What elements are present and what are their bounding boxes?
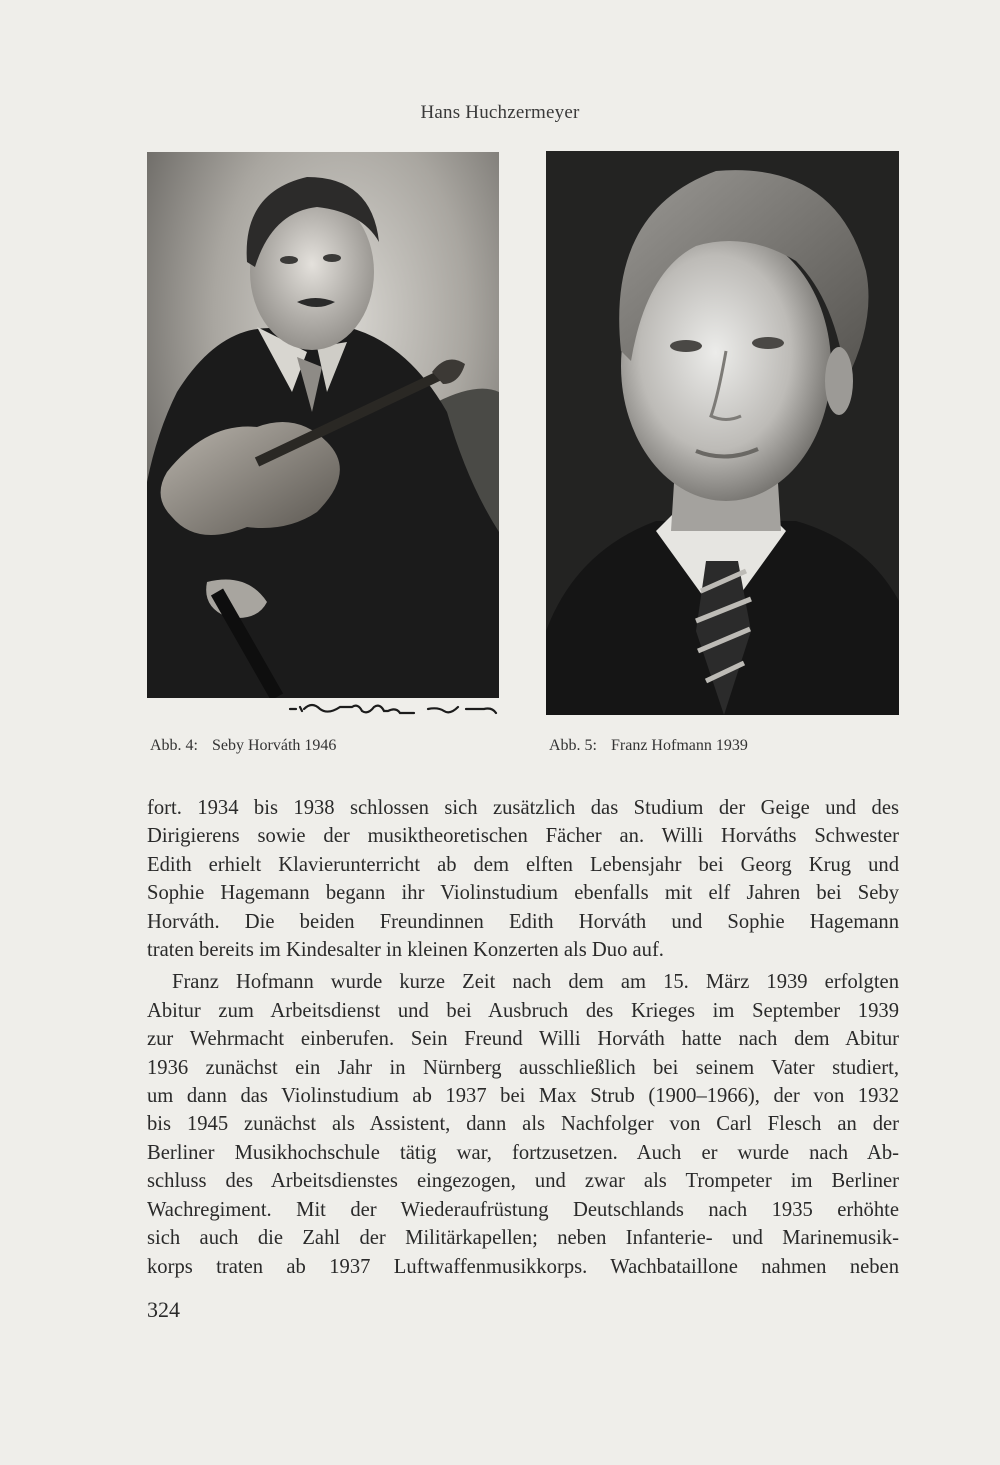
figure-photo-violinist (147, 152, 499, 698)
text-line: Franz Hofmann wurde kurze Zeit nach dem am 15. März 1939 erfolgten (172, 971, 899, 994)
text-line: zur Wehrmacht einberufen. Sein Freund Willi Horváth hatte nach dem Abitur (147, 1028, 899, 1051)
figure-caption-5 (549, 737, 748, 755)
figure-caption-text: Seby Horváth 1946 (212, 737, 337, 754)
text-line: Berliner Musikhochschule tätig war, fortzusetzen. Auch er wurde nach Ab- (147, 1141, 899, 1164)
text-line: Wachregiment. Mit der Wiederaufrüstung Deutschlands nach 1935 erhöhte (147, 1198, 899, 1221)
text-line: Abitur zum Arbeitsdienst und bei Ausbruch des Krieges im September 1939 (147, 999, 899, 1022)
page-number: 324 (147, 1297, 180, 1322)
figure-caption-text: Franz Hofmann 1939 (611, 737, 748, 754)
running-head: Hans Huchzermeyer (420, 102, 580, 123)
text-line: Horváth. Die beiden Freundinnen Edith Horváth und Sophie Hagemann (147, 910, 899, 933)
figure-photo-portrait (546, 151, 899, 715)
text-line: schluss des Arbeitsdienstes eingezogen, und zwar als Trompeter im Berliner (147, 1170, 899, 1193)
text-line: Dirigierens sowie der musiktheoretischen Fächer an. Willi Horváths Schwester (147, 825, 899, 848)
signature-graphic (288, 697, 500, 721)
text-line: bis 1945 zunächst als Assistent, dann als Nachfolger von Carl Flesch an der (147, 1113, 899, 1136)
text-line: traten bereits im Kindesalter in kleinen Konzerten als Duo auf. (147, 939, 664, 962)
body-text (147, 794, 899, 1281)
figure-number: Abb. 4: (150, 737, 198, 754)
text-line: fort. 1934 bis 1938 schlossen sich zusätzlich das Studium der Geige und des (147, 797, 899, 819)
figure-number: Abb. 5: (549, 737, 597, 754)
text-line: Edith erhielt Klavierunterricht ab dem elften Lebensjahr bei Georg Krug und (147, 853, 899, 876)
text-line: korps traten ab 1937 Luftwaffenmusikkorps. Wachbataillone nahmen neben (147, 1255, 899, 1278)
text-line: Sophie Hagemann begann ihr Violinstudium ebenfalls mit elf Jahren bei Seby (147, 882, 899, 905)
text-line: sich auch die Zahl der Militärkapellen; neben Infanterie- und Marinemusik- (147, 1227, 899, 1250)
text-line: 1936 zunächst ein Jahr in Nürnberg ausschließlich bei seinem Vater studiert, (147, 1056, 899, 1079)
text-line: um dann das Violinstudium ab 1937 bei Max Strub (1900–1966), der von 1932 (147, 1085, 899, 1108)
paragraph (147, 968, 899, 1280)
paragraph (147, 794, 899, 964)
figure-caption-4 (150, 737, 336, 755)
